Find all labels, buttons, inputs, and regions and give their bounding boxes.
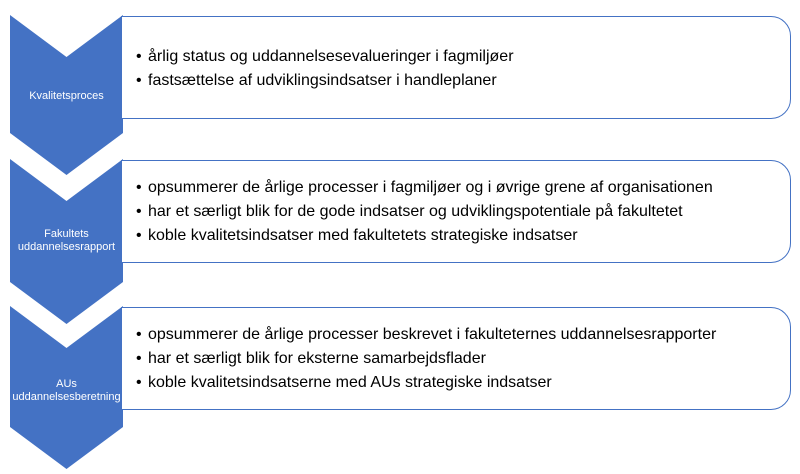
- label-line: Fakultets: [44, 228, 89, 240]
- list-item: • opsummerer de årlige processer i fagmiljøer og i øvrige grene af organisationen: [136, 176, 780, 200]
- label-line: Kvalitetsproces: [29, 90, 104, 102]
- bullet-list: [136, 45, 780, 93]
- bullet-list: [136, 323, 780, 395]
- card-fakultets-uddannelsesrapport: [121, 160, 791, 263]
- chevron-fakultets-uddannelsesrapport: [10, 159, 123, 324]
- chevron-label-kvalitetsproces: [10, 90, 123, 103]
- list-item: • har et særligt blik for eksterne samarbejdsflader: [136, 347, 780, 371]
- bullet-list: [136, 176, 780, 248]
- list-item: • koble kvalitetsindsatser med fakultetets strategiske indsatser: [136, 224, 780, 248]
- list-item: • fastsættelse af udviklingsindsatser i handleplaner: [136, 69, 780, 93]
- list-item: • har et særligt blik for de gode indsatser og udviklingspotentiale på fakultetet: [136, 200, 780, 224]
- chevron-kvalitetsproces: [10, 15, 123, 175]
- card-kvalitetsproces: [121, 16, 791, 119]
- label-line: uddannelsesberetning: [12, 391, 121, 403]
- list-item: • koble kvalitetsindsatserne med AUs strategiske indsatser: [136, 371, 780, 395]
- chevron-label-aus: [10, 378, 123, 404]
- chevron-aus-uddannelsesberetning: [10, 306, 123, 469]
- label-line: AUs: [56, 378, 77, 390]
- card-aus-uddannelsesberetning: [121, 307, 791, 410]
- label-line: uddannelsesrapport: [17, 241, 116, 253]
- list-item: • årlig status og uddannelsesevalueringer i fagmiljøer: [136, 45, 780, 69]
- chevron-label-fakultets: [10, 228, 123, 254]
- list-item: • opsummerer de årlige processer beskrevet i fakulteternes uddannelsesrapporter: [136, 323, 780, 347]
